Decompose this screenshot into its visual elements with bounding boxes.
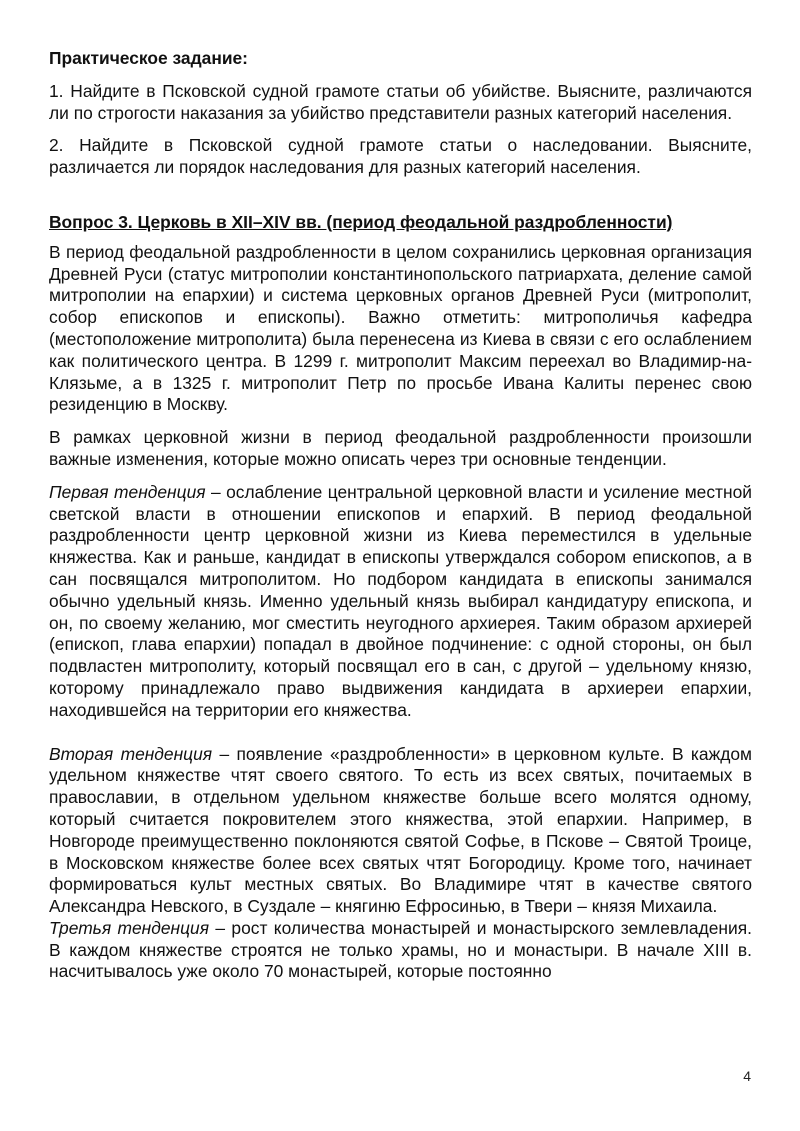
question-3-title: Вопрос 3. Церковь в XII–XIV вв. (период феодальной раздробленности) [49, 211, 673, 232]
tendency-2-label: Вторая тенденция [49, 743, 213, 764]
section-spacer [49, 190, 752, 212]
practical-item-2: 2. Найдите в Псковской судной грамоте статьи о наследовании. Выясните, различается ли порядок наследования для разных категорий населения. [49, 135, 752, 178]
tendency-1-label: Первая тенденция [49, 481, 206, 502]
question-3-paragraph-1: В период феодальной раздробленности в целом сохранились церковная организация Древней Руси (статус митрополии константинопольского патриархата, деление самой митрополии на епархии) и система церковных органов Древней Руси (митрополит, собор епископов и епископы). Важно отметить: митрополичья кафедра (местоположение митрополита) была перенесена из Киева в связи с его ослаблением как политического центра. В 1299 г. митрополит Максим переехал во Владимир-на-Клязьме, а в 1325 г. митрополит Петр по просьбе Ивана Калиты перенес свою резиденцию в Москву. [49, 241, 752, 415]
question-3-paragraph-2: В рамках церковной жизни в период феодальной раздробленности произошли важные изменения, которые можно описать через три основные тенденции. [49, 427, 752, 469]
tendency-3-label: Третья тенденция [49, 917, 209, 938]
tendency-2-paragraph [49, 744, 752, 918]
document-page [49, 48, 752, 983]
tendency-2-text: – появление «раздробленности» в церковном культе. В каждом удельном княжестве чтят своего святого. То есть из всех святых, почитаемых в православии, в отдельном удельном княжестве больше всего молятся одному, который считается покровителем этого княжества, этой епархии. Например, в Новгороде преимущественно поклоняются святой Софье, в Пскове – Святой Троице, в Московском княжестве более всех святых чтят Богородицу. Кроме того, начинает формироваться культ местных святых. Во Владимире чтят в качестве святого Александра Невского, в Суздале – княгиню Ефросинью, в Твери – князя Михаила. [49, 743, 753, 917]
tendency-3-text: – рост количества монастырей и монастырского землевладения. В каждом княжестве строятся не только храмы, но и монастыри. В начале XIII в. насчитывалось уже около 70 монастырей, которые постоянно [49, 917, 752, 982]
practical-heading: Практическое задание: [49, 48, 248, 68]
tendency-3-paragraph [49, 918, 752, 983]
tendency-1-text: – ослабление центральной церковной власти и усиление местной светской власти в отношении епископов и епархий. В период феодальной раздробленности центр церковной жизни из Киева переместился в удельные княжества. Как и раньше, кандидат в епископы утверждался собором епископов, а в сан посвящался митрополитом. Но подбором кандидата в епископы занимался обычно удельный князь. Именно удельный князь выбирал кандидатуру епископа, и он, по своему желанию, мог сместить неугодного архиерея. Таким образом архиерей (епископ, глава епархии) попадал в двойное подчинение: с одной стороны, он был подвластен митрополиту, который посвящал его в сан, с другой – удельному князю, которому принадлежало право выдвижения кандидата в архиереи епархии, находившейся на территории его княжества. [49, 481, 752, 720]
practical-item-1: 1. Найдите в Псковской судной грамоте статьи об убийстве. Выясните, различаются ли по строгости наказания за убийство представители разных категорий населения. [49, 80, 752, 123]
tendency-1-paragraph [49, 482, 752, 722]
page-number: 4 [743, 1068, 751, 1084]
